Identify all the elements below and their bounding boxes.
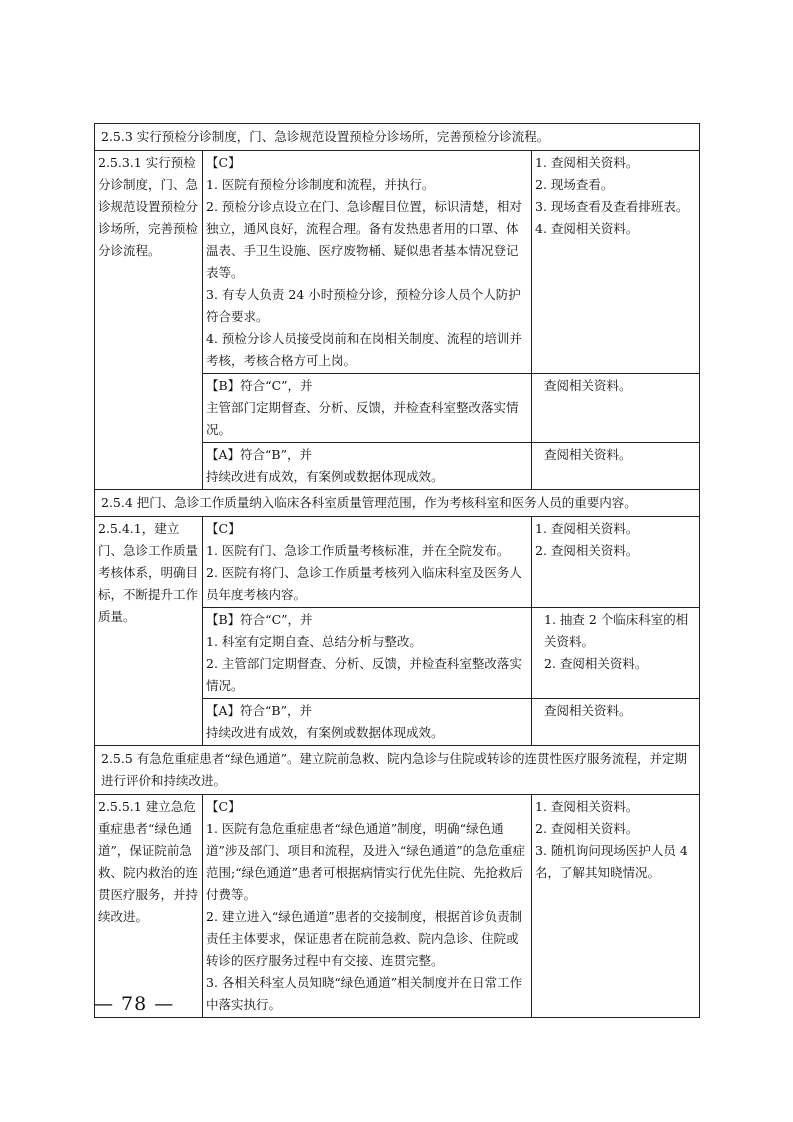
criteria-line: 2. 建立进入“绿色通道”患者的交接制度，根据首诊负责制责任主体要求，保证患者在院前急救、院内急诊、住院或转诊的医疗服务过程中有交接、连贯完整。 [206,909,523,968]
criteria-line: 【A】符合“B”，并 [206,703,312,718]
method-cell [532,699,700,746]
method-line: 查阅相关资料。 [544,447,632,462]
criteria-line: 持续改进有成效，有案例或数据体现成效。 [206,469,444,484]
method-cell [532,443,700,490]
method-line: 查阅相关资料。 [544,378,632,393]
criteria-line: 1. 医院有预检分诊制度和流程，并执行。 [206,177,435,192]
section-header: 2.5.5 有急危重症患者“绿色通道”。建立院前急救、院内急诊与住院或转诊的连贯性医疗服务流程，并定期进行评价和持续改进。 [95,746,700,795]
method-line: 4. 查阅相关资料。 [535,221,639,236]
criteria-cell [203,699,532,746]
table-row [95,517,700,608]
method-line: 查阅相关资料。 [544,703,632,718]
table-row [95,795,700,1018]
criteria-line: 2. 医院有将门、急诊工作质量考核列入临床科室及医务人员年度考核内容。 [206,565,522,602]
criteria-cell [203,443,532,490]
criteria-cell [203,517,532,608]
criteria-line: 持续改进有成效，有案例或数据体现成效。 [206,725,444,740]
method-line: 1. 查阅相关资料。 [535,799,639,814]
method-line: 1. 查阅相关资料。 [535,521,639,536]
method-line: 2. 现场查看。 [535,177,614,192]
criteria-line: 【C】 [206,521,241,536]
criteria-cell [203,795,532,1018]
criteria-line: 4. 预检分诊人员接受岗前和在岗相关制度、流程的培训并考核，考核合格方可上岗。 [206,331,522,368]
item-cell: 2.5.3.1 实行预检分诊制度，门、急诊规范设置预检分诊场所，完善预检分诊流程。 [95,151,203,490]
criteria-line: 【B】符合“C”，并 [206,378,313,393]
criteria-line: 【C】 [206,155,241,170]
criteria-line: 2. 主管部门定期督查、分析、反馈，并检查科室整改落实情况。 [206,656,522,693]
method-cell [532,795,700,1018]
criteria-line: 【A】符合“B”，并 [206,447,312,462]
method-cell [532,151,700,374]
method-cell [532,608,700,699]
criteria-line: 主管部门定期督查、分析、反馈，并检查科室整改落实情况。 [206,400,519,437]
criteria-cell [203,374,532,443]
method-line: 2. 查阅相关资料。 [535,543,639,558]
table-row [95,151,700,374]
section-header-row [95,746,700,795]
method-line: 3. 随机询问现场医护人员 4 名，了解其知晓情况。 [535,843,688,880]
item-cell: 2.5.5.1 建立急危重症患者“绿色通道”，保证院前急救、院内救治的连贯医疗服务，并持续改进。 [95,795,203,1018]
section-header: 2.5.3 实行预检分诊制度，门、急诊规范设置预检分诊场所，完善预检分诊流程。 [95,124,700,151]
section-header-row [95,124,700,151]
standards-table-body [95,124,700,1018]
criteria-line: 【C】 [206,799,241,814]
standards-table [94,123,700,1018]
criteria-cell [203,608,532,699]
method-line: 3. 现场查看及查看排班表。 [535,199,689,214]
criteria-line: 1. 医院有门、急诊工作质量考核标准，并在全院发布。 [206,543,510,558]
method-line: 2. 查阅相关资料。 [535,821,639,836]
method-line: 2. 查阅相关资料。 [544,656,648,671]
page-number: — 78 — [94,993,175,1015]
method-cell [532,374,700,443]
criteria-line: 1. 科室有定期自查、总结分析与整改。 [206,634,422,649]
method-line: 1. 抽查 2 个临床科室的相关资料。 [544,612,689,649]
criteria-cell [203,151,532,374]
item-cell: 2.5.4.1，建立门、急诊工作质量考核体系，明确目标，不断提升工作质量。 [95,517,203,746]
method-cell [532,517,700,608]
criteria-line: 2. 预检分诊点设立在门、急诊醒目位置，标识清楚，相对独立，通风良好，流程合理。备有发热患者用的口罩、体温表、手卫生设施、医疗废物桶、疑似患者基本情况登记表等。 [206,199,522,280]
criteria-line: 3. 有专人负责 24 小时预检分诊，预检分诊人员个人防护符合要求。 [206,287,521,324]
criteria-line: 3. 各相关科室人员知晓“绿色通道”相关制度并在日常工作中落实执行。 [206,975,523,1012]
criteria-line: 1. 医院有急危重症患者“绿色通道”制度，明确“绿色通道”涉及部门、项目和流程，及进入“绿色通道”的急危重症范围;“绿色通道”患者可根据病情实行优先住院、先抢救后付费等。 [206,821,526,902]
method-line: 1. 查阅相关资料。 [535,155,639,170]
section-header: 2.5.4 把门、急诊工作质量纳入临床各科室质量管理范围，作为考核科室和医务人员的重要内容。 [95,490,700,517]
criteria-line: 【B】符合“C”，并 [206,612,313,627]
section-header-row [95,490,700,517]
